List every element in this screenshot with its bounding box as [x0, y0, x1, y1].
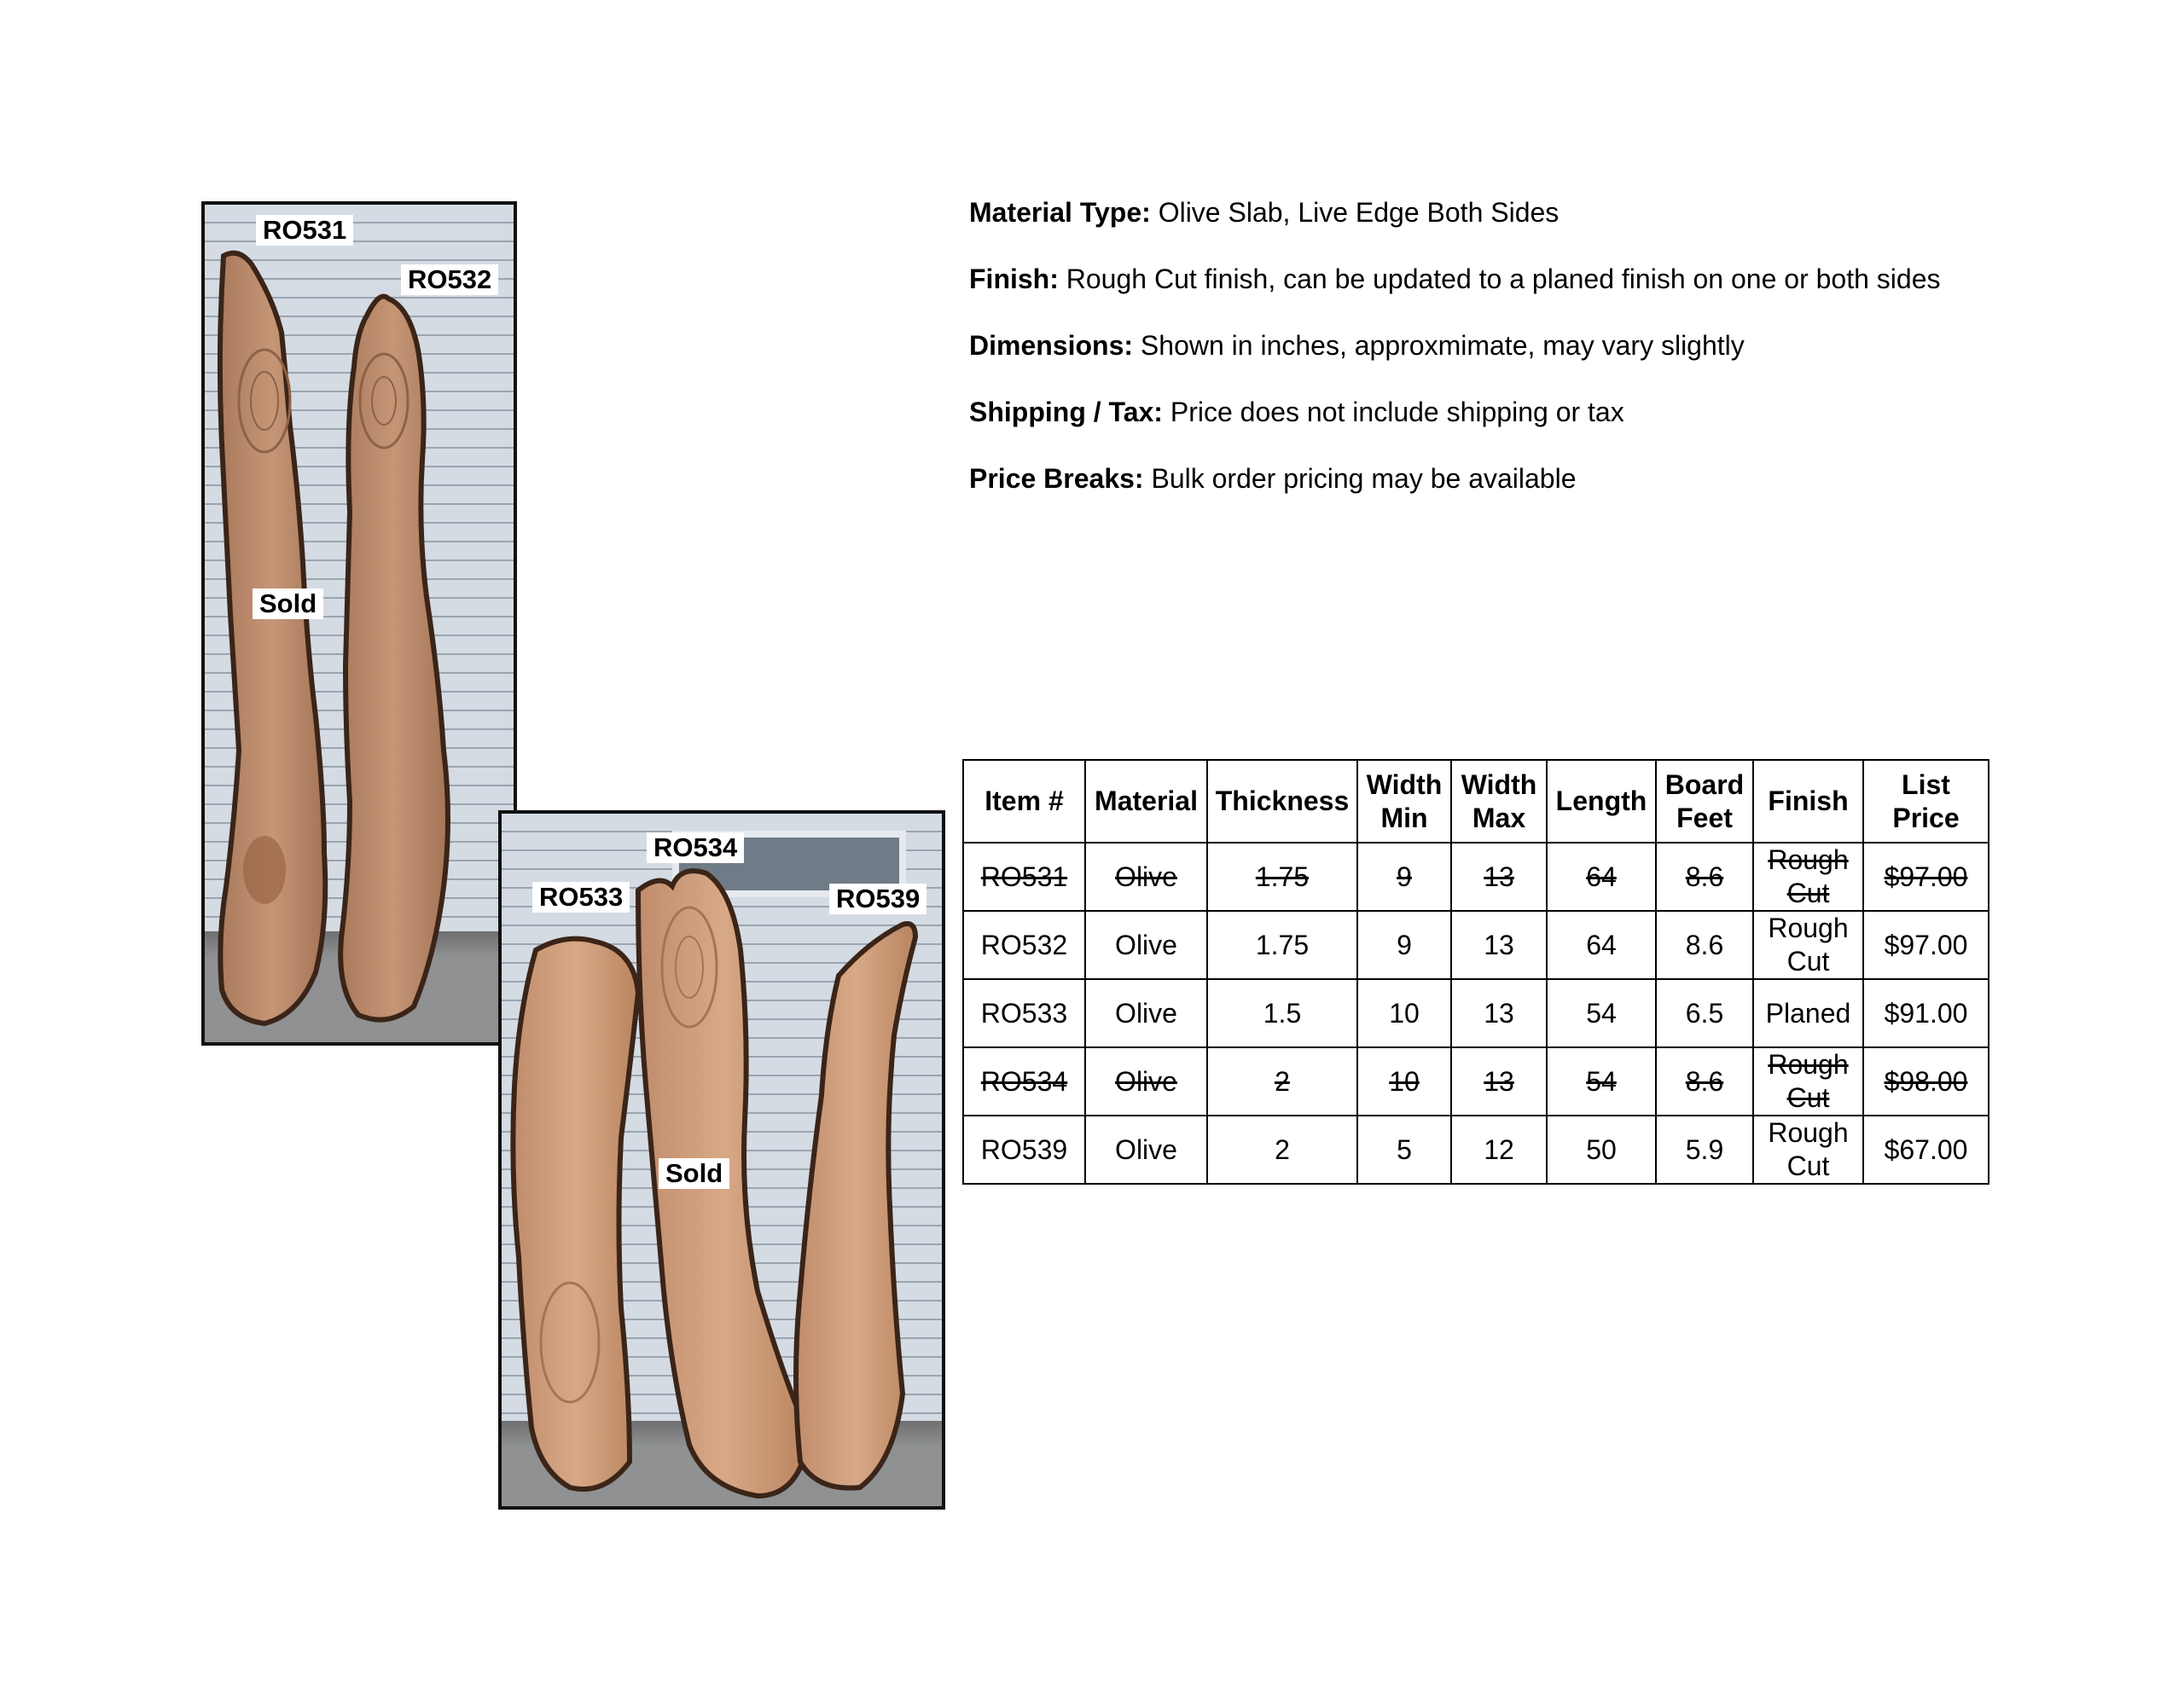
- cell-text-line: $97.00: [1884, 861, 1968, 892]
- slab-graphics-top: [205, 205, 514, 1042]
- cell-text-line: RO534: [980, 1065, 1068, 1097]
- cell-text-line: 54: [1586, 1065, 1617, 1097]
- cell-text-line: $98.00: [1884, 1065, 1968, 1097]
- table-cell: [1357, 911, 1451, 979]
- info-value: Price does not include shipping or tax: [1162, 397, 1624, 427]
- slab-photo-top: [201, 201, 517, 1046]
- cell-text-line: 13: [1484, 929, 1514, 960]
- info-shipping-tax: [969, 396, 1940, 429]
- column-header: [1753, 760, 1863, 843]
- slab-label-ro532: RO532: [401, 264, 498, 295]
- table-cell: [1451, 843, 1547, 911]
- slab-label-ro533: RO533: [532, 882, 630, 913]
- table-cell: [1207, 979, 1357, 1047]
- cell-text-line: Length: [1555, 786, 1647, 816]
- table-cell: [1863, 843, 1989, 911]
- table-cell: [963, 1116, 1085, 1184]
- info-value: Bulk order pricing may be available: [1143, 463, 1577, 494]
- column-header: [1547, 760, 1656, 843]
- cell-text-line: $97.00: [1884, 929, 1968, 960]
- cell-text-line: Cut: [1786, 878, 1830, 908]
- info-value: Shown in inches, approxmimate, may vary slightly: [1133, 330, 1745, 361]
- table-cell: [1207, 911, 1357, 979]
- info-label: Finish:: [969, 264, 1059, 294]
- table-cell: [1207, 1047, 1357, 1116]
- slab-label-ro539: RO539: [829, 884, 926, 914]
- table-cell: [1753, 1047, 1863, 1116]
- cell-text-line: 2: [1275, 1133, 1290, 1165]
- info-label: Shipping / Tax:: [969, 397, 1163, 427]
- cell-text-line: 9: [1397, 929, 1412, 960]
- table-cell: [1753, 911, 1863, 979]
- cell-text-line: Min: [1380, 802, 1428, 833]
- cell-text-line: RO532: [980, 929, 1068, 960]
- table-row: [963, 1047, 1989, 1116]
- cell-text-line: Width: [1461, 768, 1537, 800]
- column-header: [1863, 760, 1989, 843]
- cell-text-line: 64: [1586, 861, 1617, 892]
- table-cell: [1656, 1116, 1753, 1184]
- table-cell: [1451, 1047, 1547, 1116]
- slab-photo-bottom: [498, 810, 945, 1510]
- cell-text-line: Material: [1095, 786, 1198, 816]
- column-header: [1451, 760, 1547, 843]
- table-body: [963, 843, 1989, 1184]
- cell-text-line: Thickness: [1215, 786, 1350, 816]
- cell-text-line: 2: [1275, 1065, 1290, 1097]
- cell-text-line: 8.6: [1685, 1065, 1724, 1097]
- info-value: Olive Slab, Live Edge Both Sides: [1150, 197, 1560, 228]
- table-cell: [1753, 979, 1863, 1047]
- cell-text-line: Finish: [1768, 786, 1849, 816]
- cell-text-line: Olive: [1115, 997, 1177, 1029]
- cell-text-line: Olive: [1115, 861, 1177, 892]
- table-cell: [1753, 1116, 1863, 1184]
- table-cell: [963, 911, 1085, 979]
- info-label: Material Type:: [969, 197, 1151, 228]
- column-header: [1656, 760, 1753, 843]
- table-cell: [1085, 843, 1207, 911]
- table-cell: [1357, 1047, 1451, 1116]
- table-cell: [1863, 1116, 1989, 1184]
- cell-text-line: RO539: [980, 1133, 1068, 1165]
- cell-text-line: 12: [1484, 1133, 1514, 1165]
- table-cell: [1656, 1047, 1753, 1116]
- slab-label-ro534: RO534: [647, 832, 744, 863]
- cell-text-line: 10: [1389, 1065, 1420, 1097]
- cell-text-line: Rough: [1768, 913, 1849, 943]
- table-cell: [1656, 843, 1753, 911]
- info-label: Price Breaks:: [969, 463, 1144, 494]
- table-cell: [963, 843, 1085, 911]
- table-cell: [1085, 1116, 1207, 1184]
- info-label: Dimensions:: [969, 330, 1134, 361]
- slab-ro532: [340, 297, 448, 1020]
- info-finish: [969, 263, 1940, 296]
- cell-text-line: Feet: [1676, 802, 1733, 833]
- cell-text-line: Max: [1472, 802, 1526, 833]
- cell-text-line: 54: [1586, 997, 1617, 1029]
- table-cell: [1656, 979, 1753, 1047]
- sold-badge: Sold: [253, 588, 323, 619]
- cell-text-line: 1.5: [1263, 997, 1302, 1029]
- table-cell: [1357, 979, 1451, 1047]
- cell-text-line: Olive: [1115, 1133, 1177, 1165]
- table-cell: [963, 1047, 1085, 1116]
- cell-text-line: 64: [1586, 929, 1617, 960]
- slab-ro539: [796, 924, 915, 1488]
- cell-text-line: Olive: [1115, 1065, 1177, 1097]
- table-cell: [1547, 979, 1656, 1047]
- cell-text-line: $91.00: [1884, 997, 1968, 1029]
- table-cell: [1085, 911, 1207, 979]
- cell-text-line: 1.75: [1255, 861, 1310, 892]
- table-row: [963, 1116, 1989, 1184]
- table-cell: [1357, 1116, 1451, 1184]
- cell-text-line: Price: [1892, 802, 1960, 833]
- table-cell: [1357, 843, 1451, 911]
- table-cell: [1451, 1116, 1547, 1184]
- column-header: [1207, 760, 1357, 843]
- table-cell: [1547, 911, 1656, 979]
- table-cell: [1753, 843, 1863, 911]
- table-cell: [1547, 1047, 1656, 1116]
- slab-spec-table: [962, 759, 1989, 1185]
- table-cell: [1863, 1047, 1989, 1116]
- table-cell: [1547, 1116, 1656, 1184]
- info-material-type: [969, 196, 1940, 229]
- product-info: [969, 196, 1940, 529]
- table-cell: [1207, 1116, 1357, 1184]
- table-row: [963, 843, 1989, 911]
- cell-text-line: RO533: [980, 997, 1068, 1029]
- cell-text-line: 8.6: [1685, 929, 1724, 960]
- cell-text-line: Cut: [1786, 946, 1830, 977]
- table-cell: [1451, 979, 1547, 1047]
- table-cell: [1863, 911, 1989, 979]
- table-cell: [1207, 843, 1357, 911]
- cell-text-line: 10: [1389, 997, 1420, 1029]
- cell-text-line: 5.9: [1685, 1133, 1724, 1165]
- info-value: Rough Cut finish, can be updated to a planed finish on one or both sides: [1058, 264, 1941, 294]
- cell-text-line: Olive: [1115, 929, 1177, 960]
- slab-label-ro531: RO531: [256, 215, 353, 246]
- table-row: [963, 911, 1989, 979]
- cell-text-line: Board: [1664, 768, 1745, 800]
- cell-text-line: 1.75: [1255, 929, 1310, 960]
- slab-ro533: [513, 939, 638, 1489]
- cell-text-line: 13: [1484, 1065, 1514, 1097]
- cell-text-line: 13: [1484, 997, 1514, 1029]
- cell-text-line: RO531: [980, 861, 1068, 892]
- column-header: [1085, 760, 1207, 843]
- table-cell: [1085, 979, 1207, 1047]
- cell-text-line: Item #: [985, 786, 1064, 816]
- cell-text-line: Rough: [1768, 1117, 1849, 1148]
- slab-ro531: [220, 253, 325, 1023]
- table-cell: [1656, 911, 1753, 979]
- cell-text-line: 6.5: [1685, 997, 1724, 1029]
- table-cell: [1547, 843, 1656, 911]
- column-header: [1357, 760, 1451, 843]
- cell-text-line: Width: [1366, 768, 1443, 800]
- cell-text-line: Rough: [1768, 844, 1849, 875]
- cell-text-line: Planed: [1765, 997, 1851, 1029]
- cell-text-line: 8.6: [1685, 861, 1724, 892]
- cell-text-line: Cut: [1786, 1082, 1830, 1113]
- cell-text-line: Rough: [1768, 1049, 1849, 1080]
- column-header: [963, 760, 1085, 843]
- table-cell: [1451, 911, 1547, 979]
- cell-text-line: 50: [1586, 1133, 1617, 1165]
- table-cell: [1085, 1047, 1207, 1116]
- table-row: [963, 979, 1989, 1047]
- table-header-row: [963, 760, 1989, 843]
- cell-text-line: Cut: [1786, 1151, 1830, 1181]
- cell-text-line: 9: [1397, 861, 1412, 892]
- info-price-breaks: [969, 462, 1940, 496]
- table-cell: [1863, 979, 1989, 1047]
- cell-text-line: List: [1902, 768, 1950, 800]
- table-cell: [963, 979, 1085, 1047]
- info-dimensions: [969, 329, 1940, 362]
- cell-text-line: 5: [1397, 1133, 1412, 1165]
- cell-text-line: 13: [1484, 861, 1514, 892]
- cell-text-line: $67.00: [1884, 1133, 1968, 1165]
- sold-badge: Sold: [659, 1158, 729, 1189]
